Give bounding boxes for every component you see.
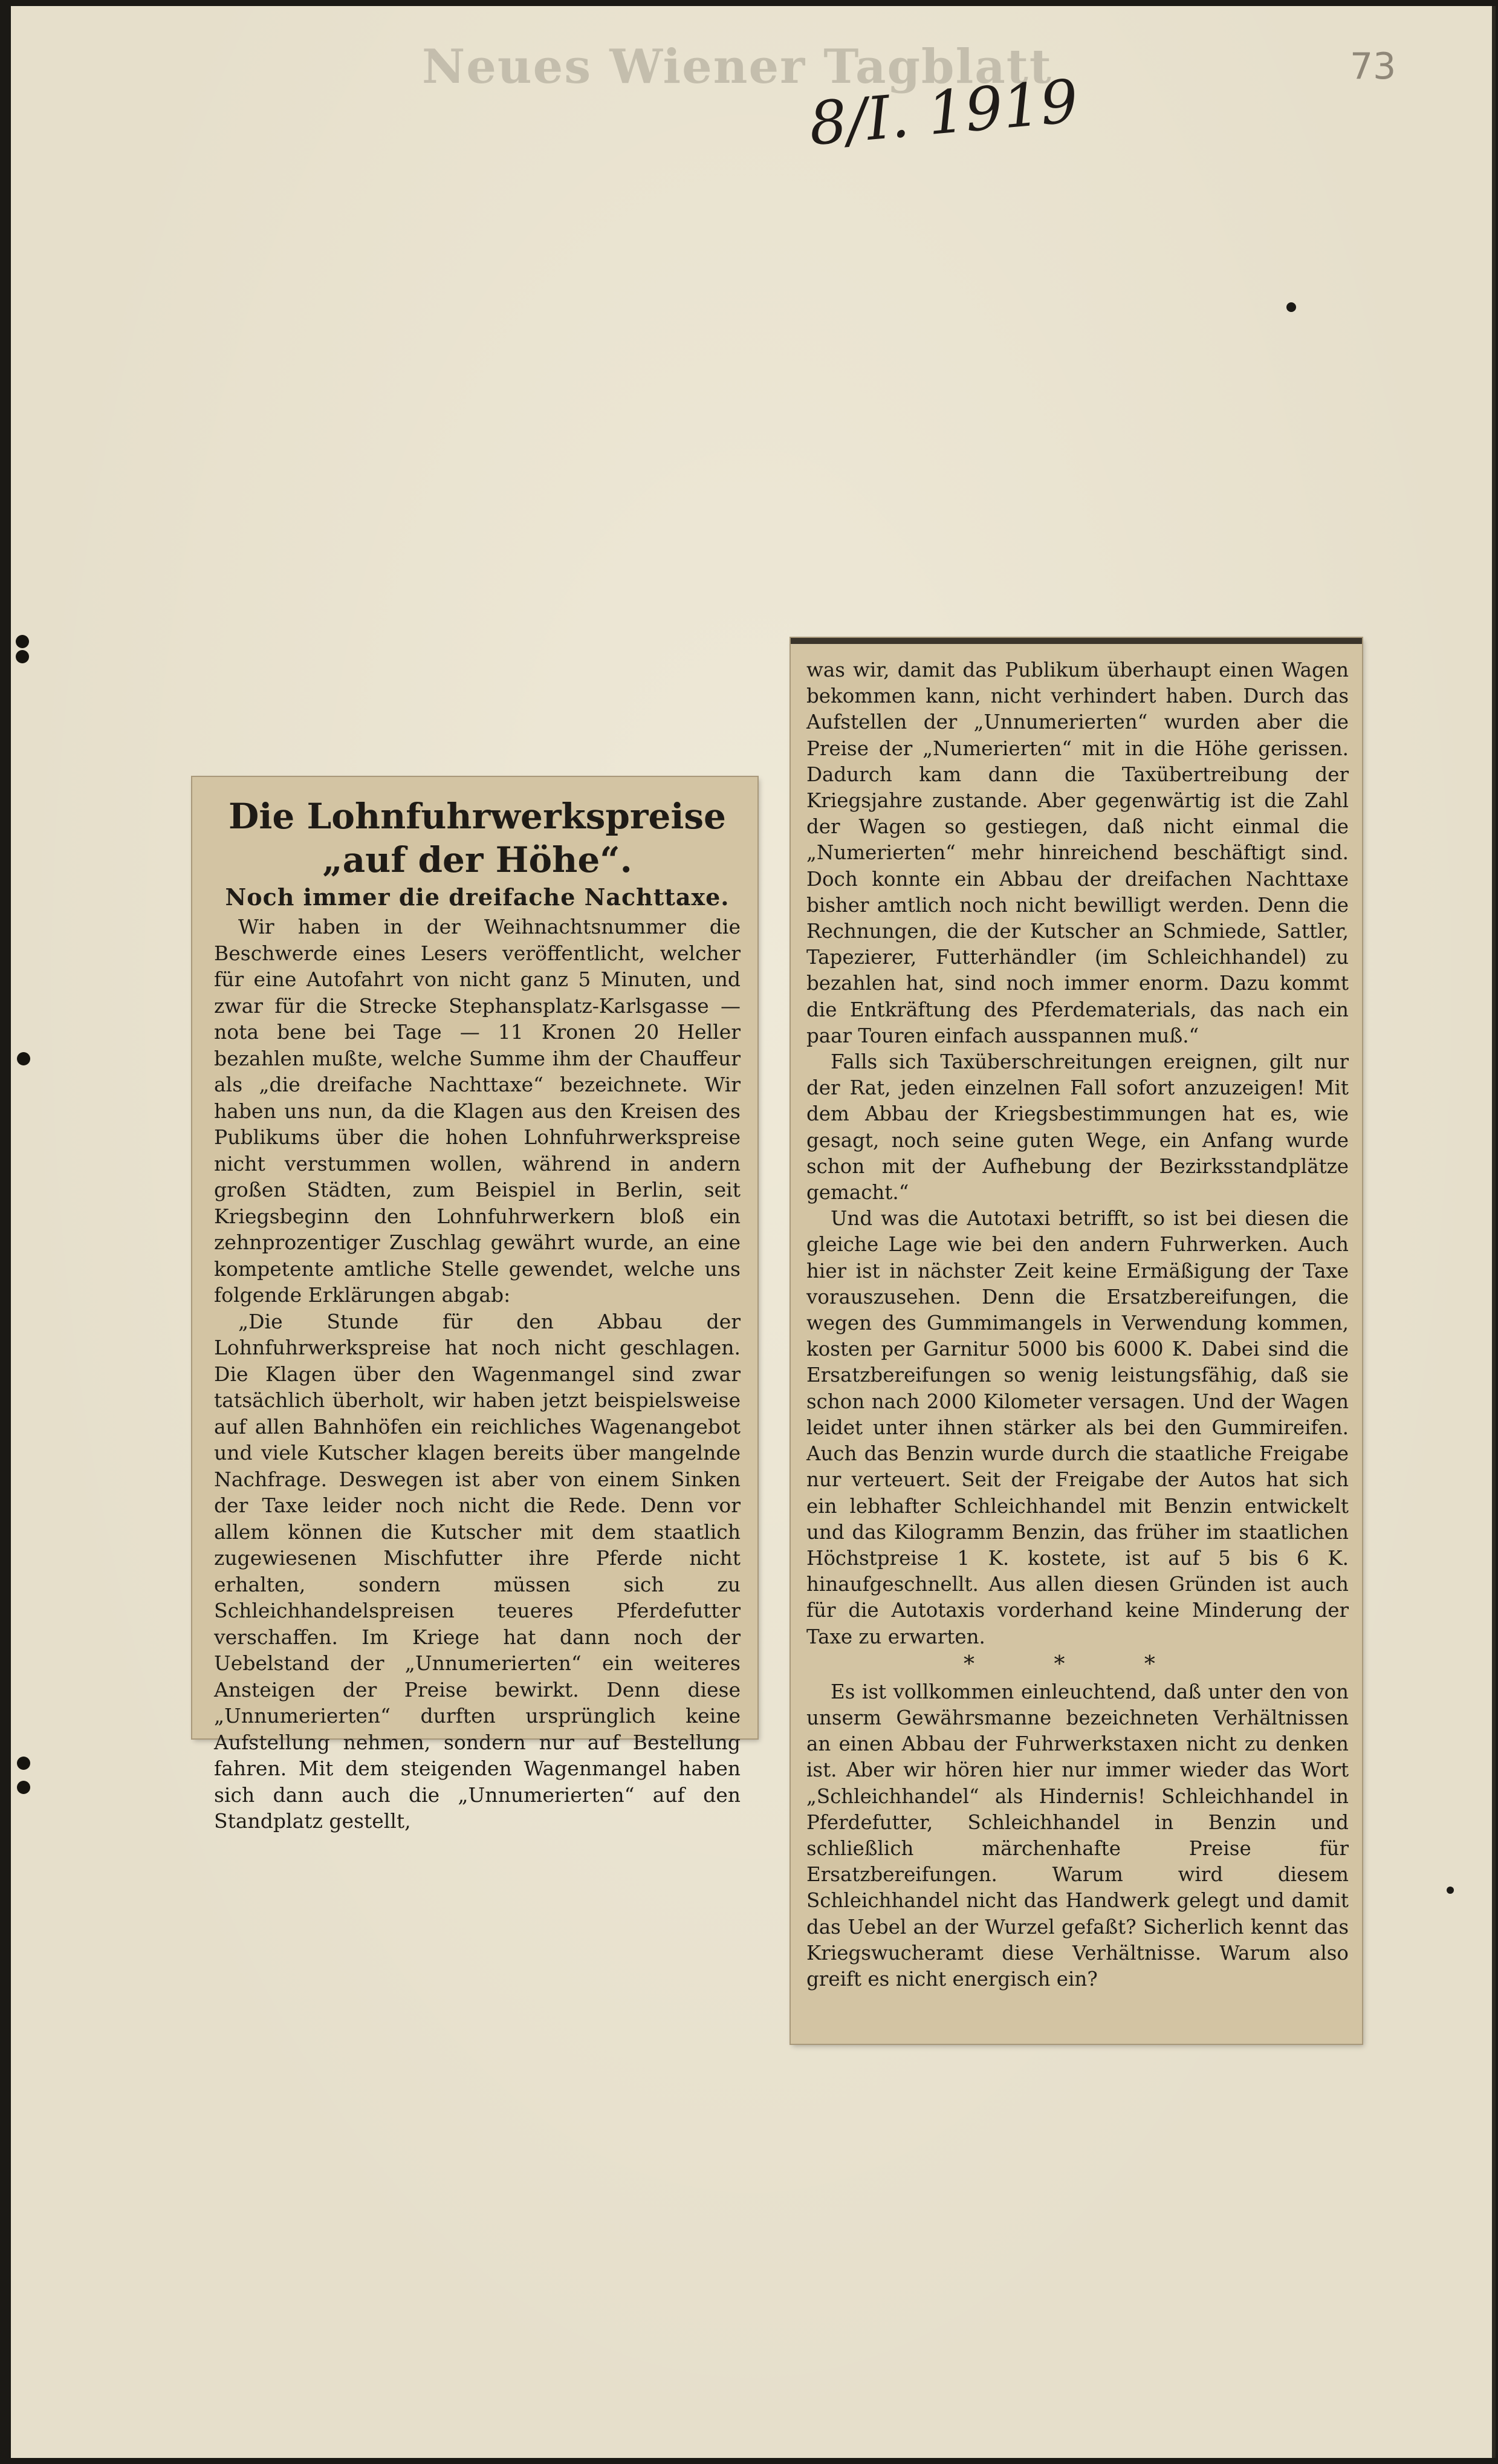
article-headline-line1: Die Lohnfuhrwerkspreise [229,796,726,837]
ink-spot [1286,302,1296,312]
article-closing-paragraph: Es ist vollkommen einleuchtend, daß unter den von unserm Gewährsmanne bezeichneten Verhältnissen an einen Abbau der Fuhrwerkstaxen nicht zu denken ist. Aber wir hören hier nur immer wieder das Wort „Schleichhandel“ als Hindernis! Schleichhandel in Pferdefutter, Schleichhandel in Benzin und schließlich märchenhafte Preise für Ersatzbereifungen. Warum wird diesem Schleichhandel nicht das Handwerk gelegt und damit das Uebel an der Wurzel gefaßt? Sicherlich kennt das Kriegswucheramt diese Verhältnisse. Warum also greift es nicht energisch ein? [806,1680,1349,1991]
newspaper-clipping-right [791,638,1362,2044]
binding-hole [17,1052,30,1065]
section-divider-asterisks: * * * [964,1651,1192,1677]
article-paragraph: Wir haben in der Weihnachtsnummer die Beschwerde eines Lesers veröffentlicht, welcher für eine Autofahrt von nicht ganz 5 Minuten, und zwar für die Strecke Stephansplatz-Karlsgasse — nota bene bei Tage — 11 Kronen 20 Heller bezahlen mußte, welche Summe ihm der Chauffeur als „die dreifache Nachttaxe“ bezeichnete. Wir haben uns nun, da die Klagen aus den Kreisen des Publikums über die hohen Lohnfuhrwerkspreise nicht verstummen wollen, während in andern großen Städten, zum Beispiel in Berlin, seit Kriegsbeginn den Lohnfuhrwerkern bloß ein zehnprozentiger Zuschlag gewährt wurde, an eine kompetente amtliche Stelle gewendet, welche uns folgende Erklärungen abgab: [214,915,741,1307]
article-paragraph: was wir, damit das Publikum überhaupt einen Wagen bekommen kann, nicht verhindert haben. Durch das Aufstellen der „Unnumerierten“ wurden aber die Preise der „Numerierten“ mit in die Höhe gerissen. Dadurch kam dann die Taxübertreibung der Kriegsjahre zustande. Aber gegenwärtig ist die Zahl der Wagen so gestiegen, daß nicht einmal die „Numerierten“ mehr hinreichend beschäftigt sind. Doch konnte ein Abbau der dreifachen Nachttaxe bisher amtlich noch nicht bewilligt werden. Denn die Rechnungen, die der Kutscher an Schmiede, Sattler, Tapezierer, Futterhändler (im Schleichhandel) zu bezahlen hat, sind noch immer enorm. Dazu kommt die Entkräftung des Pferdematerials, das nach ein paar Touren einfach ausspannen muß.“ [806,658,1349,1047]
article-subheadline: Noch immer die dreifache Nachttaxe. [225,883,730,911]
page-number: 73 [1350,45,1396,88]
archive-sheet [11,6,1496,2458]
binding-hole [16,650,29,663]
binding-hole [17,1757,30,1770]
newspaper-clipping-left [192,777,757,1833]
article-paragraph: Falls sich Taxüberschreitungen ereignen, gilt nur der Rat, jeden einzelnen Fall sofort anzuzeigen! Mit dem Abbau der Kriegsbestimmungen hat es, wie gesagt, noch seine guten Wege, ein Anfang wurde schon mit der Aufhebung der Bezirksstandplätze gemacht.“ [806,1050,1349,1204]
ink-spot [1447,1887,1454,1894]
article-paragraph: Und was die Autotaxi betrifft, so ist bei diesen die gleiche Lage wie bei den andern Fuhrwerken. Auch hier ist in nächster Zeit keine Ermäßigung der Taxe vorauszusehen. Denn die Ersatzbereifungen, die wegen des Gummimangels in Verwendung kommen, kosten per Garnitur 5000 bis 6000 K. Dabei sind die Ersatzbereifungen so wenig leistungsfähig, daß sie schon nach 2000 Kilometer versagen. Und der Wagen leidet unter ihnen stärker als bei den Gummireifen. Auch das Benzin wurde durch die staatliche Freigabe nur verteuert. Seit der Freigabe der Autos hat sich ein lebhafter Schleichhandel mit Benzin entwickelt und das Kilogramm Benzin, das früher im staatlichen Höchstpreise 1 K. kostete, ist auf 5 bis 6 K. hinaufgeschnellt. Aus allen diesen Gründen ist auch für die Autotaxis vorderhand keine Minderung der Taxe zu erwarten. [806,1207,1349,1648]
newspaper-masthead: Neues Wiener Tagblatt [422,39,1052,94]
binding-hole [17,1781,30,1794]
binding-hole [16,635,29,648]
handwritten-date: 8/I. 1919 [806,67,1081,160]
article-headline-line2: „auf der Höhe“. [322,839,632,880]
article-paragraph: „Die Stunde für den Abbau der Lohnfuhrwerkspreise hat noch nicht geschlagen. Die Klagen über den Wagenmangel sind zwar tatsächlich überholt, wir haben jetzt beispielsweise auf allen Bahnhöfen ein reichliches Wagenangebot und viele Kutscher klagen bereits über mangelnde Nachfrage. Deswegen ist aber von einem Sinken der Taxe leider noch nicht die Rede. Denn vor allem können die Kutscher mit dem staatlich zugewiesenen Mischfutter ihre Pferde nicht erhalten, sondern müssen sich zu Schleichhandelspreisen teueres Pferdefutter verschaffen. Im Kriege hat dann noch der Uebelstand der „Unnumerierten“ ein weiteres Ansteigen der Preise bewirkt. Denn diese „Unnumerierten“ durften ursprünglich keine Aufstellung nehmen, sondern nur auf Bestellung fahren. Mit dem steigenden Wagenmangel haben sich dann auch die „Unnumerierten“ auf den Standplatz gestellt, [214,1309,741,1833]
